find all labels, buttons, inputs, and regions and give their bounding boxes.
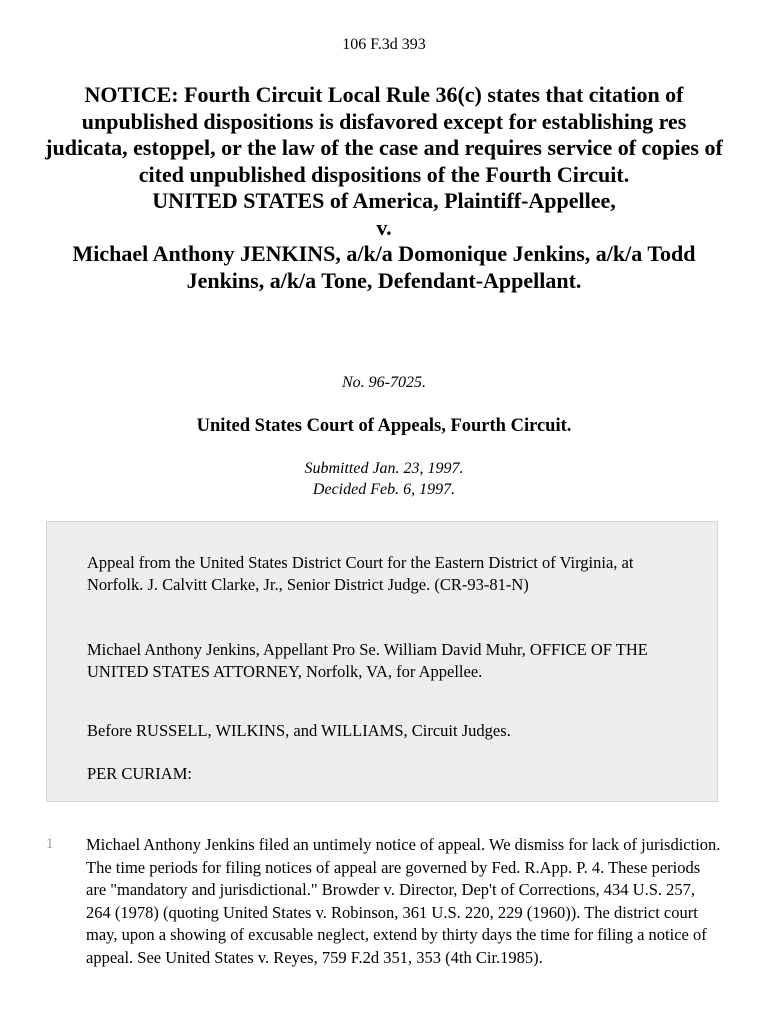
panel-judges-text: Before RUSSELL, WILKINS, and WILLIAMS, Circuit Judges. (87, 721, 511, 740)
counsel-text: Michael Anthony Jenkins, Appellant Pro Se. William David Muhr, OFFICE OF THE UNITED STATES ATTORNEY, Norfolk, VA, for Appellee. (87, 640, 648, 681)
docket-number: No. 96-7025. (342, 374, 426, 391)
paragraph-text: Michael Anthony Jenkins filed an untimely notice of appeal. We dismiss for lack of jurisdiction. The time periods for filing notices of appeal are governed by Fed. R.App. P. 4. These periods are "mandatory and jurisdictional." Browder v. Director, Dep't of Corrections, 434 U.S. 257, 264 (1978) (quoting United States v. Robinson, 361 U.S. 220, 229 (1960)). The district court may, upon a showing of excusable neglect, extend by thirty days the time for filing a notice of appeal. See United States v. Reyes, 759 F.2d 351, 353 (4th Cir.1985). (86, 835, 721, 967)
decided-date: Decided Feb. 6, 1997. (312, 481, 456, 498)
case-dates (0, 458, 768, 500)
case-summary-box (46, 521, 718, 802)
case-citation: 106 F.3d 393 (342, 36, 426, 53)
caption-defendant-line-1: Michael Anthony JENKINS, a/k/a Domonique Jenkins, a/k/a Todd (72, 241, 696, 266)
caption-versus: v. (376, 214, 392, 240)
case-title-block (40, 82, 728, 294)
appeal-from-text: Appeal from the United States District Court for the Eastern District of Virginia, at Norfolk. J. Calvitt Clarke, Jr., Senior District Judge. (CR-93-81-N) (87, 553, 634, 594)
per-curiam-label: PER CURIAM: (87, 764, 192, 783)
court-name: United States Court of Appeals, Fourth Circuit. (196, 416, 572, 436)
caption-defendant-line-2: Jenkins, a/k/a Tone, Defendant-Appellant. (186, 267, 582, 293)
notice-text: NOTICE: Fourth Circuit Local Rule 36(c) states that citation of unpublished dispositions is disfavored except for establishing res judicata, estoppel, or the law of the case and requires service of copies of cited unpublished dispositions of the Fourth Circuit. (45, 82, 723, 187)
submitted-date: Submitted Jan. 23, 1997. (304, 460, 464, 477)
paragraph-number: 1 (46, 836, 54, 852)
caption-plaintiff: UNITED STATES of America, Plaintiff-Appellee, (152, 188, 616, 213)
